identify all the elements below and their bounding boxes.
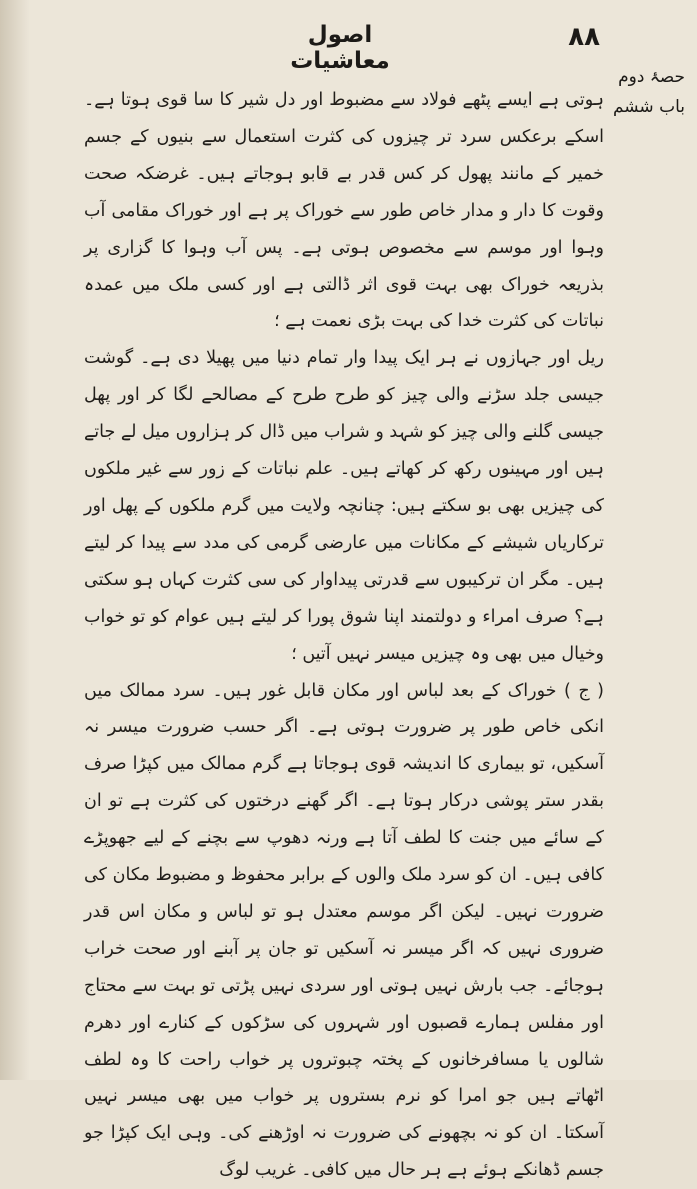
margin-note — [601, 62, 685, 122]
binding-shadow — [0, 0, 30, 1080]
paragraph-2: ریل اور جہازوں نے ہر ایک پیدا وار تمام دنیا میں پھیلا دی ہے۔ گوشت جیسی جلد سڑنے والی چیز کو طرح طرح کے مصالحے لگا کر اور پھل جیسی گلنے والی چیز کو شہد و شراب میں ڈال کر ہزاروں میل لے جاتے ہیں اور مہینوں رکھ کر کھاتے ہیں۔ علم نباتات کے زور سے غیر ملکوں کی چیزیں بھی بو سکتے ہیں: چنانچہ ولایت میں گرم ملکوں کے پھل اور ترکاریاں شیشے کے مکانات میں عارضی گرمی کی مدد سے پیدا کر لیتے ہیں۔ مگر ان ترکیبوں سے قدرتی پیداوار کی سی کثرت کہاں ہو سکتی ہے؟ صرف امراء و دولتمند اپنا شوق پورا کر لیتے ہیں عوام کو تو خواب وخیال میں بھی وہ چیزیں میسر نہیں آتیں ؛ — [84, 340, 604, 672]
margin-note-chapter: باب ششم — [601, 92, 685, 122]
margin-note-part: حصۂ دوم — [601, 62, 685, 92]
paragraph-1: ہوتی ہے ایسے پٹھے فولاد سے مضبوط اور دل شیر کا سا قوی ہوتا ہے۔ اسکے برعکس سرد تر چیزوں کی کثرت استعمال سے بنیوں کے جسم خمیر کے مانند پھول کر کس قدر بے قابو ہوجاتے ہیں۔ غرضکہ صحت وقوت کا دار و مدار خاص طور سے خوراک پر ہے اور خوراک مقامی آب وہوا اور موسم سے مخصوص ہوتی ہے۔ پس آب وہوا کا گزاری پر بذریعہ خوراک بھی بہت قوی اثر ڈالتی ہے اور کسی ملک میں عمدہ نباتات کی کثرت خدا کی بہت بڑی نعمت ہے ؛ — [84, 82, 604, 340]
running-title: اصول معاشیات — [260, 22, 420, 74]
paragraph-3: ( ج ) خوراک کے بعد لباس اور مکان قابل غور ہیں۔ سرد ممالک میں انکی خاص طور پر ضرورت ہوتی ہے۔ اگر حسب ضرورت میسر نہ آسکیں، تو بیماری کا اندیشہ قوی ہوجاتا ہے گرم ممالک میں کپڑا صرف بقدر ستر پوشی درکار ہوتا ہے۔ اگر گھنے درختوں کی کثرت ہے تو ان کے سائے میں جنت کا لطف آتا ہے ورنہ دھوپ سے بچنے کے لیے جھوپڑے کافی ہیں۔ ان کو سرد ملک والوں کے برابر محفوظ و مضبوط مکان کی ضرورت نہیں۔ لیکن اگر موسم معتدل ہو تو لباس و مکان اس قدر ضروری نہیں کہ اگر میسر نہ آسکیں تو جان پر آبنے اور صحت خراب ہوجائے۔ جب بارش نہیں ہوتی اور سردی نہیں پڑتی تو بہت سے محتاج اور مفلس ہمارے قصبوں اور شہروں کی سڑکوں کے کنارے اور دھرم شالوں یا مسافرخانوں کے پختہ چبوتروں پر خواب راحت کا وہ لطف اٹھاتے ہیں جو امرا کو نرم بستروں پر خواب میں بھی میسر نہیں آسکتا۔ ان کو نہ بچھونے کی ضرورت نہ اوڑھنے کی۔ وہی ایک کپڑا جو جسم ڈھانکے ہوئے ہے ہر حال میں کافی۔ غریب لوگ — [84, 673, 604, 1189]
page-number: ۸۸ — [568, 22, 600, 52]
page-header — [60, 22, 600, 62]
body-text — [84, 82, 604, 1189]
